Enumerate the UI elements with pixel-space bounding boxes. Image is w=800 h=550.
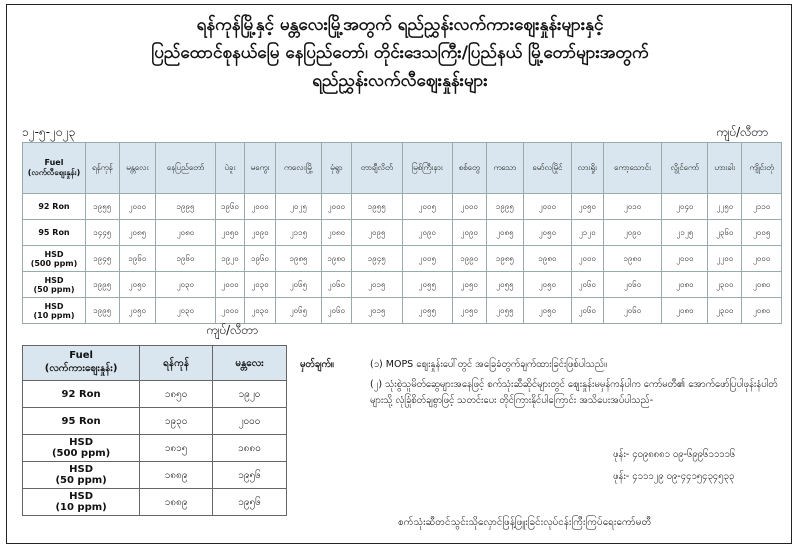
title-line-3: ရည်ညွှန်းလက်လီဈေးနှုန်းများ [312, 71, 488, 91]
price-cell: ၂၀၀၀ [119, 194, 156, 220]
price-cell: ၂၃၆၀ [708, 220, 742, 246]
price-cell: ၂၀၈၅ [119, 220, 156, 246]
price-cell: ၂၀၃၀ [245, 272, 276, 298]
price-cell: ၂၀၈၅ [486, 220, 523, 246]
price-cell: ၂၀၃၀ [156, 272, 216, 298]
fuel-type-cell: 92 Ron [23, 194, 86, 220]
price-cell: ၂၀၈၀ [662, 272, 708, 298]
city-header-yangon: ရန်ကုန် [140, 346, 213, 381]
unit-label: ကျပ်/လီတာ [716, 125, 769, 139]
price-cell: ၁၉၉၅ [86, 272, 120, 298]
price-cell: ၂၀၀၀ [523, 194, 571, 220]
fuel-type-cell: 95 Ron [23, 408, 140, 435]
phone-1: ဖုန်း- ၄၀၉၈၈၈၁ ၀၉-၆၉၉၆၁၁၁၁၆ [613, 449, 736, 460]
city-header-cell: ကော့သောင်း [603, 143, 662, 194]
price-cell: ၂၀၁၅ [351, 298, 402, 324]
price-cell: ၁၉၆၀ [245, 246, 276, 272]
retail-header-row [23, 143, 782, 194]
price-cell: ၂၂၀၀ [708, 246, 742, 272]
price-cell: ၂၀၀၀ [742, 246, 782, 272]
price-cell: ၂၀၅၀ [119, 298, 156, 324]
price-cell: ၂၀၆၀ [322, 298, 352, 324]
price-cell: ၂၁၂၀ [571, 220, 603, 246]
price-cell: ၂၀၉၀ [452, 220, 486, 246]
wholesale-unit-label: ကျပ်/လီတာ [206, 323, 259, 337]
fuel-header-label: Fuel [69, 350, 93, 361]
phone-2: ဖုန်း- ၄၁၁၁၂၉ ၀၉-၄၄၁၅၄၃၄၅၃၃ [613, 471, 735, 482]
price-cell: ၁၉၃၀ [140, 408, 213, 435]
table-row [23, 381, 287, 408]
city-header-cell: ပဲခူး [215, 143, 244, 194]
price-cell: ၁၈၅၀ [140, 381, 213, 408]
title-line-1: ရန်ကုန်မြို့နှင့် မန္တလေးမြို့အတွက် ရည်ညွှန်းလက်ကားဈေးနှုန်းများနှင့် [196, 15, 604, 35]
city-header-cell: မော်လမြိုင် [523, 143, 571, 194]
fuel-type-cell: HSD (500 ppm) [23, 246, 86, 272]
price-cell: ၁၉၅၆ [213, 489, 287, 516]
table-row [23, 435, 287, 462]
price-cell: ၁၉၉၅ [156, 194, 216, 220]
footer-committee: စက်သုံးဆီတင်သွင်းသိုလှောင်ဖြန့်ဖြူးခြင်းလုပ်ငန်းကြီးကြပ်ရေးကော်မတီ [398, 517, 652, 528]
fuel-header-sub: (လက်လီဈေးနှုန်း) [27, 167, 81, 177]
retail-price-table [22, 142, 782, 324]
table-row [23, 194, 782, 220]
price-cell: ၂၀၅၀ [215, 220, 244, 246]
price-cell: ၁၉၅၅ [351, 194, 402, 220]
price-cell: ၂၀၈၀ [156, 220, 216, 246]
price-cell: ၂၀၅၀ [523, 298, 571, 324]
price-cell: ၂၂၅၀ [708, 194, 742, 220]
price-cell: ၂၀၆၅ [275, 298, 321, 324]
title-line-2: ပြည်ထောင်စုနယ်မြေ နေပြည်တော်၊ တိုင်းဒေသကြီး/ပြည်နယ် မြို့တော်များအတွက် [151, 43, 649, 63]
price-cell: ၂၀၈၀ [322, 220, 352, 246]
city-header-cell: ရန်ကုန် [86, 143, 120, 194]
price-cell: ၂၀၈၀ [742, 272, 782, 298]
price-cell: ၁၉၉၅ [486, 194, 523, 220]
price-cell: ၂၀၀၀ [215, 298, 244, 324]
price-cell: ၁၄၄၅ [86, 220, 120, 246]
price-cell: ၂၀၅၅ [402, 298, 452, 324]
price-cell: ၁၉၈၅ [275, 246, 321, 272]
fuel-type-cell: HSD (500 ppm) [23, 435, 140, 462]
table-row [23, 298, 782, 324]
city-header-cell: မကွေး [245, 143, 276, 194]
note-2: (၂) သုံးစွဲသူမိတ်ဆွေများအနေဖြင့် စက်သုံးဆီဆိုင်များတွင် ဈေးနှုန်းမမှန်ကန်ပါက ကော်မတီ၏ အောက်ဖော်ပြပါဖုန်းနံပါတ်များသို့ လုံခြုံစိတ်ချစွာဖြင့် သတင်းပေး တိုင်ကြားနိုင်ပါကြောင်း အသိပေးအပ်ပါသည်- [370, 379, 778, 406]
city-header-cell: စစ်တွေ [452, 143, 486, 194]
price-cell: ၁၉၈၀ [322, 246, 352, 272]
price-cell: ၂၀၀၀ [322, 194, 352, 220]
price-cell: ၂၀၃၀ [245, 298, 276, 324]
price-cell: ၁၉၆၀ [215, 194, 244, 220]
price-cell: ၂၀၄၀ [662, 194, 708, 220]
note-1: (၁) MOPS ဈေးနှုန်းပေါ်တွင် အခြေခံတွက်ချက်ထားခြင်းဖြစ်ပါသည်။ [370, 359, 607, 370]
table-row [23, 462, 287, 489]
price-cell: ၂၁၁၀ [742, 194, 782, 220]
price-cell: ၂၀၅၀ [452, 298, 486, 324]
price-cell: ၁၉၆၀ [119, 246, 156, 272]
price-cell: ၁၈၁၅ [140, 435, 213, 462]
price-cell: ၂၀၀၅ [402, 194, 452, 220]
city-header-cell: ကျိုင်းတုံ [742, 143, 782, 194]
price-cell: ၁၉၂၀ [215, 246, 244, 272]
price-cell: ၂၀၆၀ [571, 298, 603, 324]
price-cell: ၁၉၂၀ [213, 381, 287, 408]
price-cell: ၂၀၆၀ [603, 272, 662, 298]
price-cell: ၂၀၃၀ [156, 298, 216, 324]
price-cell: ၂၀၈၀ [742, 298, 782, 324]
price-cell: ၁၉၈၀ [603, 246, 662, 272]
price-cell: ၁၉၄၅ [351, 246, 402, 272]
city-header-cell: လွိုင်ကော် [662, 143, 708, 194]
price-cell: ၂၀၅၀ [523, 272, 571, 298]
price-cell: ၂၀၅၅ [402, 272, 452, 298]
price-cell: ၁၉၉၀ [452, 246, 486, 272]
price-cell: ၁၉၅၅ [86, 194, 120, 220]
price-cell: ၂၀၆၀ [603, 298, 662, 324]
fuel-type-cell: HSD (50 ppm) [23, 462, 140, 489]
price-cell: ၂၀၅၅ [486, 298, 523, 324]
price-cell: ၂၀၈၀ [662, 298, 708, 324]
fuel-header-label: Fuel [44, 157, 64, 167]
table-row [23, 272, 782, 298]
date-label: ၁၂-၅-၂၀၂၃ [22, 125, 76, 139]
notes-label: မှတ်ချက်။ [300, 359, 334, 370]
city-header-cell: လားရှိုး [571, 143, 603, 194]
price-cell: ၂၀၀၀ [452, 194, 486, 220]
city-header-cell: နေပြည်တော် [156, 143, 216, 194]
fuel-header-cell [23, 346, 140, 381]
table-row [23, 220, 782, 246]
price-cell: ၁၉၈၀ [523, 246, 571, 272]
price-cell: ၂၀၆၅ [275, 272, 321, 298]
price-cell: ၂၀၀၀ [245, 194, 276, 220]
price-cell: ၂၀၁၀ [603, 194, 662, 220]
city-header-cell: မန္တလေး [119, 143, 156, 194]
price-cell: ၂၀၀၀ [571, 246, 603, 272]
price-cell: ၂၀၉၀ [402, 220, 452, 246]
price-cell: ၂၀၉၀ [245, 220, 276, 246]
price-cell: ၂၀၆၀ [571, 272, 603, 298]
price-cell: ၁၈၈၉ [140, 462, 213, 489]
price-cell: ၁၉၄၅ [86, 246, 120, 272]
wholesale-header-row [23, 346, 287, 381]
price-cell: ၂၀၀၅ [742, 220, 782, 246]
city-header-cell: ကသော [486, 143, 523, 194]
price-cell: ၂၀၀၅ [402, 246, 452, 272]
price-cell: ၂၀၁၅ [351, 272, 402, 298]
fuel-header-cell [23, 143, 86, 194]
price-cell: ၁၈၈၀ [213, 435, 287, 462]
price-cell: ၂၀၅၀ [571, 194, 603, 220]
price-cell: ၂၀၅၅ [486, 272, 523, 298]
price-cell: ၁၉၅၆ [213, 462, 287, 489]
price-cell: ၂၁၂၅ [662, 220, 708, 246]
price-cell: ၂၀၀၀ [213, 408, 287, 435]
city-header-cell: ဟားခါး [708, 143, 742, 194]
fuel-type-cell: 95 Ron [23, 220, 86, 246]
price-cell: ၂၀၉၀ [603, 220, 662, 246]
price-cell: ၁၉၉၅ [86, 298, 120, 324]
price-cell: ၁၉၆၀ [156, 246, 216, 272]
table-row [23, 408, 287, 435]
city-header-cell: ကလေးမြို့ [275, 143, 321, 194]
wholesale-price-table [22, 345, 287, 516]
price-cell: ၂၃၀၀ [708, 298, 742, 324]
table-row [23, 489, 287, 516]
price-cell: ၂၃၀၀ [708, 272, 742, 298]
price-cell: ၂၀၆၀ [322, 272, 352, 298]
price-cell: ၂၀၀၀ [662, 246, 708, 272]
fuel-type-cell: HSD (10 ppm) [23, 298, 86, 324]
price-cell: ၂၀၂၅ [275, 194, 321, 220]
price-cell: ၂၁၁၅ [275, 220, 321, 246]
fuel-header-sub: (လက်ကားဈေးနှုန်း) [44, 363, 118, 374]
price-cell: ၁၈၈၉ [140, 489, 213, 516]
city-header-mandalay: မန္တလေး [213, 346, 287, 381]
price-cell: ၁၉၈၅ [486, 246, 523, 272]
table-row [23, 246, 782, 272]
fuel-type-cell: HSD (50 ppm) [23, 272, 86, 298]
price-cell: ၂၀၉၅ [351, 220, 402, 246]
price-cell: ၂၀၅၀ [523, 220, 571, 246]
price-cell: ၂၀၀၀ [215, 272, 244, 298]
city-header-cell: တာချီလိတ် [351, 143, 402, 194]
city-header-cell: မုံရွာ [322, 143, 352, 194]
price-cell: ၂၀၅၀ [452, 272, 486, 298]
fuel-type-cell: 92 Ron [23, 381, 140, 408]
city-header-cell: မြစ်ကြီးနား [402, 143, 452, 194]
fuel-type-cell: HSD (10 ppm) [23, 489, 140, 516]
price-cell: ၂၀၅၀ [119, 272, 156, 298]
